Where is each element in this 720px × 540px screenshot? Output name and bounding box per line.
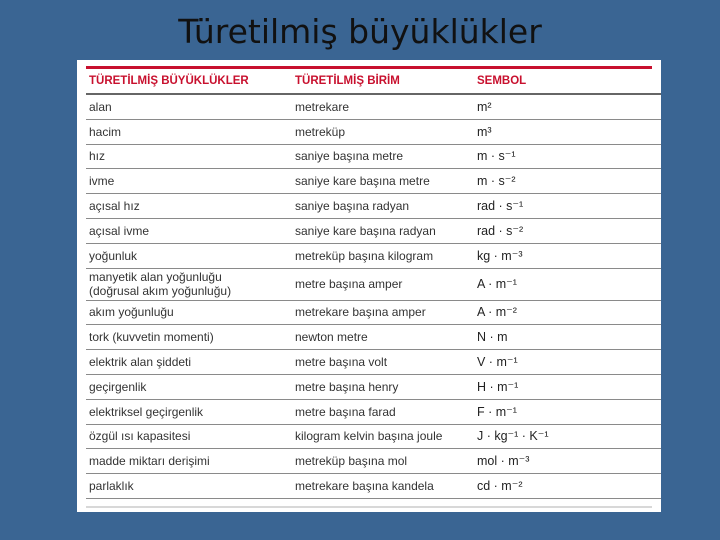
table-row (86, 268, 661, 300)
cell-unit: metrekare başına amper (292, 300, 474, 325)
cell-quantity: açısal ivme (86, 218, 292, 243)
table-row (86, 325, 661, 350)
cell-symbol: A · m⁻¹ (474, 268, 661, 300)
cell-symbol: cd · m⁻² (474, 474, 661, 499)
cell-quantity: elektrik alan şiddeti (86, 350, 292, 375)
table-row (86, 424, 661, 449)
cell-unit: metreküp (292, 119, 474, 144)
table-row (86, 243, 661, 268)
table-row (86, 218, 661, 243)
cell-quantity: parlaklık (86, 474, 292, 499)
table-row (86, 144, 661, 169)
cell-quantity: tork (kuvvetin momenti) (86, 325, 292, 350)
cell-quantity: ivme (86, 169, 292, 194)
cell-symbol: rad · s⁻¹ (474, 194, 661, 219)
cell-symbol: m² (474, 94, 661, 119)
table-row (86, 374, 661, 399)
slide-title: Türetilmiş büyüklükler (178, 12, 542, 51)
cell-symbol: m³ (474, 119, 661, 144)
cell-symbol: m · s⁻² (474, 169, 661, 194)
table-row (86, 194, 661, 219)
cell-quantity: alan (86, 94, 292, 119)
header-quantity: TÜRETİLMİŞ BÜYÜKLÜKLER (86, 69, 292, 94)
cell-quantity: açısal hız (86, 194, 292, 219)
cell-symbol: H · m⁻¹ (474, 374, 661, 399)
table-row (86, 119, 661, 144)
cell-symbol: J · kg⁻¹ · K⁻¹ (474, 424, 661, 449)
cell-symbol: F · m⁻¹ (474, 399, 661, 424)
table-row (86, 300, 661, 325)
cell-quantity: hız (86, 144, 292, 169)
cell-unit: saniye başına radyan (292, 194, 474, 219)
cell-unit: kilogram kelvin başına joule (292, 424, 474, 449)
table-row (86, 474, 661, 499)
table-row (86, 350, 661, 375)
table-header-row (86, 69, 661, 94)
cell-unit: metreküp başına mol (292, 449, 474, 474)
cell-unit: saniye kare başına radyan (292, 218, 474, 243)
derived-quantities-table (86, 69, 661, 499)
table-panel (77, 60, 661, 512)
cell-unit: newton metre (292, 325, 474, 350)
table-row (86, 169, 661, 194)
cell-symbol: kg · m⁻³ (474, 243, 661, 268)
cell-quantity: özgül ısı kapasitesi (86, 424, 292, 449)
cell-unit: metre başına volt (292, 350, 474, 375)
cell-symbol: m · s⁻¹ (474, 144, 661, 169)
cell-quantity: hacim (86, 119, 292, 144)
cell-quantity: manyetik alan yoğunluğu (doğrusal akım yoğunluğu) (86, 268, 292, 300)
cell-unit: metrekare (292, 94, 474, 119)
cell-unit: metre başına henry (292, 374, 474, 399)
header-unit: TÜRETİLMİŞ BİRİM (292, 69, 474, 94)
cell-quantity: akım yoğunluğu (86, 300, 292, 325)
cell-unit: metre başına amper (292, 268, 474, 300)
cell-symbol: mol · m⁻³ (474, 449, 661, 474)
bottom-divider (86, 506, 652, 508)
cell-quantity: madde miktarı derişimi (86, 449, 292, 474)
cell-quantity: elektriksel geçirgenlik (86, 399, 292, 424)
cell-unit: saniye başına metre (292, 144, 474, 169)
table-row (86, 399, 661, 424)
table-row (86, 94, 661, 119)
cell-unit: metreküp başına kilogram (292, 243, 474, 268)
cell-symbol: N · m (474, 325, 661, 350)
cell-symbol: A · m⁻² (474, 300, 661, 325)
header-symbol: SEMBOL (474, 69, 661, 94)
table-row (86, 449, 661, 474)
cell-quantity: yoğunluk (86, 243, 292, 268)
cell-symbol: rad · s⁻² (474, 218, 661, 243)
cell-unit: metre başına farad (292, 399, 474, 424)
cell-symbol: V · m⁻¹ (474, 350, 661, 375)
cell-unit: metrekare başına kandela (292, 474, 474, 499)
cell-quantity: geçirgenlik (86, 374, 292, 399)
cell-unit: saniye kare başına metre (292, 169, 474, 194)
